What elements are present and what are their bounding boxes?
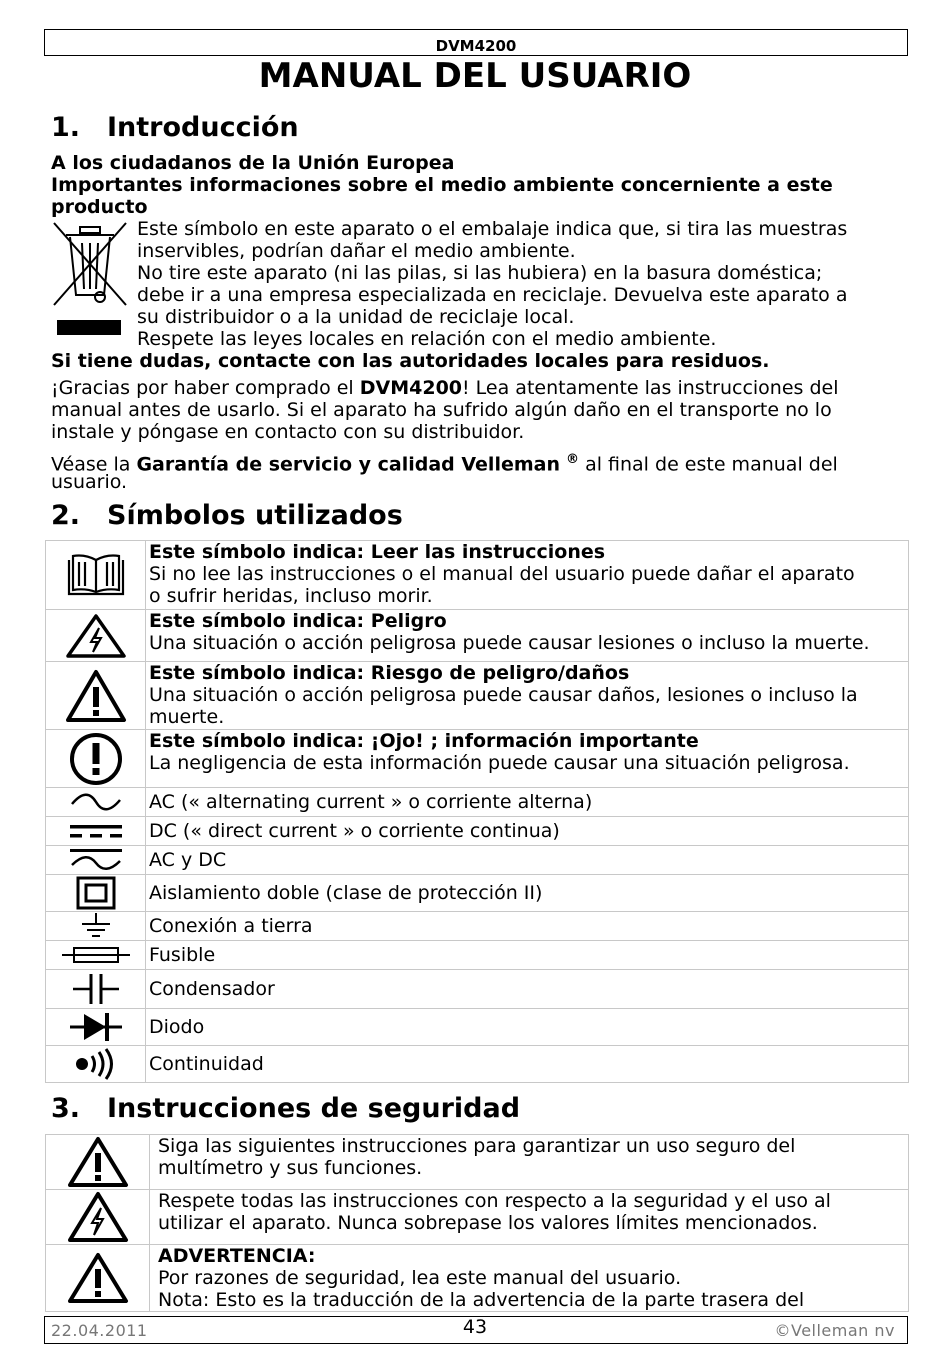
symbol-title: Este símbolo indica: Leer las instrucciones: [149, 541, 606, 563]
table-row: [46, 541, 909, 610]
warning-title: ADVERTENCIA:: [158, 1245, 316, 1267]
section-number: 3.: [51, 1093, 81, 1124]
fuse-icon: [60, 945, 132, 965]
table-row: [46, 662, 909, 730]
warranty-name: Garantía de servicio y calidad Velleman: [136, 453, 560, 476]
safety-text: Nota: Esto es la traducción de la advertencia de la parte trasera del: [158, 1289, 805, 1311]
section-3-heading: [51, 1093, 520, 1125]
thanks-line-3: instale y póngase en contacto con su distribuidor.: [51, 421, 525, 443]
section-number: 1.: [51, 112, 81, 143]
safety-text: Siga las siguientes instrucciones para garantizar un uso seguro del: [158, 1135, 796, 1157]
lightning-triangle-icon: [67, 1191, 129, 1243]
symbol-desc: Fusible: [149, 944, 216, 966]
section-number: 2.: [51, 500, 81, 531]
double-insulation-icon: [76, 876, 116, 910]
safety-table: [45, 1134, 909, 1312]
section-1-heading: [51, 112, 299, 144]
section-title: Introducción: [107, 112, 299, 143]
symbol-desc: AC y DC: [149, 849, 227, 871]
exclamation-circle-icon: [68, 732, 124, 786]
thanks-line-1: [51, 377, 839, 399]
thanks-line-2: manual antes de usarlo. Si el aparato ha sufrido algún daño en el transporte no lo: [51, 399, 832, 421]
footer-date: 22.04.2011: [51, 1321, 148, 1340]
symbol-desc: Condensador: [149, 978, 275, 1000]
warranty-text: Véase la: [51, 453, 137, 476]
table-row: [46, 912, 909, 941]
footer-copyright: ©Velleman nv: [774, 1321, 895, 1340]
thanks-model: DVM4200: [359, 377, 463, 399]
warning-triangle-icon: [65, 669, 127, 723]
symbol-title: Este símbolo indica: Peligro: [149, 610, 447, 632]
header-model: DVM4200: [44, 29, 908, 56]
table-row: [46, 1046, 909, 1083]
weee-text-5: su distribuidor o a la unidad de reciclaje local.: [137, 306, 575, 328]
thanks-text-rest: ! Lea atentamente las instrucciones del: [462, 377, 839, 399]
thanks-text: ¡Gracias por haber comprado el: [51, 377, 360, 399]
table-row: [46, 788, 909, 817]
symbol-desc: muerte.: [149, 706, 225, 728]
dc-icon: [68, 822, 124, 840]
table-row: [46, 875, 909, 912]
symbol-desc: Continuidad: [149, 1053, 264, 1075]
symbol-desc: Una situación o acción peligrosa puede causar lesiones o incluso la muerte.: [149, 632, 870, 654]
warranty-text-rest: al final de este manual del: [579, 453, 838, 476]
weee-text-4: debe ir a una empresa especializada en reciclaje. Devuelva este aparato a: [137, 284, 848, 306]
page-number: 43: [462, 1316, 488, 1338]
ac-dc-icon: [68, 847, 124, 873]
eu-line-2: Importantes informaciones sobre el medio ambiente concerniente a este: [51, 174, 833, 196]
symbol-desc: Aislamiento doble (clase de protección II): [149, 882, 543, 904]
page-title: MANUAL DEL USUARIO: [258, 56, 692, 96]
symbol-desc: o sufrir heridas, incluso morir.: [149, 585, 433, 607]
symbol-desc: La negligencia de esta información puede causar una situación peligrosa.: [149, 752, 850, 774]
safety-text: Por razones de seguridad, lea este manual del usuario.: [158, 1267, 682, 1289]
book-icon: [65, 550, 127, 600]
symbols-table: [45, 540, 909, 1083]
safety-text: utilizar el aparato. Nunca sobrepase los valores límites mencionados.: [158, 1212, 818, 1234]
section-2-heading: [51, 500, 403, 532]
symbol-desc: Una situación o acción peligrosa puede causar daños, lesiones o incluso la: [149, 684, 858, 706]
registered-mark: ®: [566, 452, 580, 467]
diode-icon: [68, 1011, 124, 1043]
ground-icon: [76, 912, 116, 940]
table-row: [46, 1190, 909, 1245]
table-row: [46, 1135, 909, 1190]
warranty-line-2: usuario.: [51, 471, 128, 493]
section-title: Símbolos utilizados: [107, 500, 403, 531]
table-row: [46, 1009, 909, 1046]
table-row: [46, 970, 909, 1009]
weee-bin-icon: [52, 221, 128, 307]
weee-text-1: Este símbolo en este aparato o el embalaje indica que, si tira las muestras: [137, 218, 848, 240]
weee-bar: [57, 320, 121, 335]
ac-icon: [68, 792, 124, 812]
weee-text-3: No tire este aparato (ni las pilas, si las hubiera) en la basura doméstica;: [137, 262, 823, 284]
symbol-title: Este símbolo indica: ¡Ojo! ; información importante: [149, 730, 699, 752]
table-row: [46, 846, 909, 875]
capacitor-icon: [71, 972, 121, 1006]
table-row: [46, 610, 909, 662]
table-row: [46, 1245, 909, 1312]
symbol-desc: Diodo: [149, 1016, 205, 1038]
warranty-line-1: [51, 449, 838, 475]
safety-text: multímetro y sus funciones.: [158, 1157, 423, 1179]
symbol-title: Este símbolo indica: Riesgo de peligro/daños: [149, 662, 630, 684]
symbol-desc: AC (« alternating current » o corriente alterna): [149, 791, 593, 813]
weee-contact: Si tiene dudas, contacte con las autoridades locales para residuos.: [51, 350, 770, 372]
table-row: [46, 941, 909, 970]
table-row: [46, 730, 909, 788]
section-title: Instrucciones de seguridad: [107, 1093, 521, 1124]
symbol-desc: Si no lee las instrucciones o el manual del usuario puede dañar el aparato: [149, 563, 855, 585]
symbol-desc: Conexión a tierra: [149, 915, 313, 937]
symbol-desc: DC (« direct current » o corriente continua): [149, 820, 560, 842]
safety-text: Respete todas las instrucciones con respecto a la seguridad y el uso al: [158, 1190, 831, 1212]
weee-text-6: Respete las leyes locales en relación con el medio ambiente.: [137, 328, 717, 350]
warning-triangle-icon: [67, 1252, 129, 1304]
eu-line-1: A los ciudadanos de la Unión Europea: [51, 152, 455, 174]
continuity-icon: [72, 1048, 120, 1080]
eu-line-3: producto: [51, 196, 148, 218]
lightning-triangle-icon: [66, 614, 126, 658]
warning-triangle-icon: [67, 1136, 129, 1188]
weee-text-2: inservibles, podrían dañar el medio ambiente.: [137, 240, 576, 262]
table-row: [46, 817, 909, 846]
